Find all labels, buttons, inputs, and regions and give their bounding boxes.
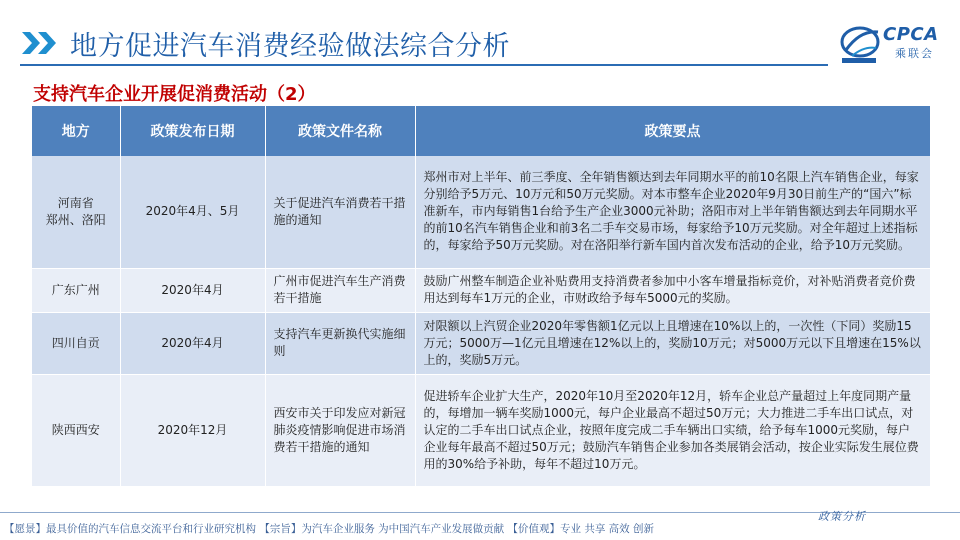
points-cell: 郑州市对上半年、前三季度、全年销售额达到去年同期水平的前10名限上汽车销售企业，每家分别给予5万元、10万元和50万元奖励。对本市整车企业2020年9月30日前生产的“国六”标准新车，市内每销售1台给予生产企业3000元补助；洛阳市对上半年销售额达到去年同期水平的前10名汽车销售企业和前3名二手车交易市场，每家给予10万元奖励。对全年超过上述指标的，每家给予50万元奖励。对在洛阳举行新车国内首次发布活动的企业，给予10万元奖励。: [415, 156, 930, 268]
points-cell: 鼓励广州整车制造企业补贴费用支持消费者参加中小客车增量指标竞价，对补贴消费者竞价费用达到每车1万元的企业，市财政给予每车5000元的奖励。: [415, 268, 930, 312]
chevron-right-icon: [20, 30, 62, 56]
region-cell: 河南省 郑州、洛阳: [32, 156, 120, 268]
date-cell: 2020年4月: [120, 268, 265, 312]
logo-text: CPCA: [883, 24, 939, 45]
document-cell: 关于促进汽车消费若干措施的通知: [265, 156, 415, 268]
table-row: [32, 312, 930, 374]
column-header-region: 地方: [32, 106, 120, 156]
footer-text: 【愿景】最具价值的汽车信息交流平台和行业研究机构 【宗旨】为汽车企业服务 为中国汽车产业发展做贡献 【价值观】专业 共享 高效 创新: [4, 523, 655, 535]
table-header-row: [32, 106, 930, 156]
document-cell: 支持汽车更新换代实施细则: [265, 312, 415, 374]
table-row: [32, 374, 930, 486]
policy-table: [32, 106, 931, 487]
page-title: 地方促进汽车消费经验做法综合分析: [70, 31, 510, 62]
logo-subtext: 乘联会: [895, 47, 934, 60]
section-stamp: 政策分析: [818, 510, 866, 523]
table-row: [32, 156, 930, 268]
column-header-date: 政策发布日期: [120, 106, 265, 156]
footer-divider: [0, 512, 960, 513]
table-row: [32, 268, 930, 312]
title-divider: [20, 64, 828, 66]
date-cell: 2020年4月、5月: [120, 156, 265, 268]
column-header-points: 政策要点: [415, 106, 930, 156]
points-cell: 对限额以上汽贸企业2020年零售额1亿元以上且增速在10%以上的，一次性（下同）奖励15万元；5000万—1亿元且增速在12%以上的，奖励10万元；对5000万元以下且增速在15%以上的，奖励5万元。: [415, 312, 930, 374]
section-subtitle: 支持汽车企业开展促消费活动（2）: [33, 84, 316, 105]
region-cell: 广东广州: [32, 268, 120, 312]
date-cell: 2020年4月: [120, 312, 265, 374]
date-cell: 2020年12月: [120, 374, 265, 486]
document-cell: 西安市关于印发应对新冠肺炎疫情影响促进市场消费若干措施的通知: [265, 374, 415, 486]
points-cell: 促进轿车企业扩大生产，2020年10月至2020年12月，轿车企业总产量超过上年度同期产量的，每增加一辆车奖励1000元，每户企业最高不超过50万元；大力推进二手车出口试点，对认定的二手车出口试点企业，按照年度完成二手车辆出口实绩，给予每车1000元奖励，每户企业每年最高不超过50万元；鼓励汽车销售企业参加各类展销会活动，按企业实际发生展位费用的30%给予补助，每年不超过10万元。: [415, 374, 930, 486]
document-cell: 广州市促进汽车生产消费若干措施: [265, 268, 415, 312]
region-cell: 四川自贡: [32, 312, 120, 374]
region-cell: 陕西西安: [32, 374, 120, 486]
column-header-document: 政策文件名称: [265, 106, 415, 156]
